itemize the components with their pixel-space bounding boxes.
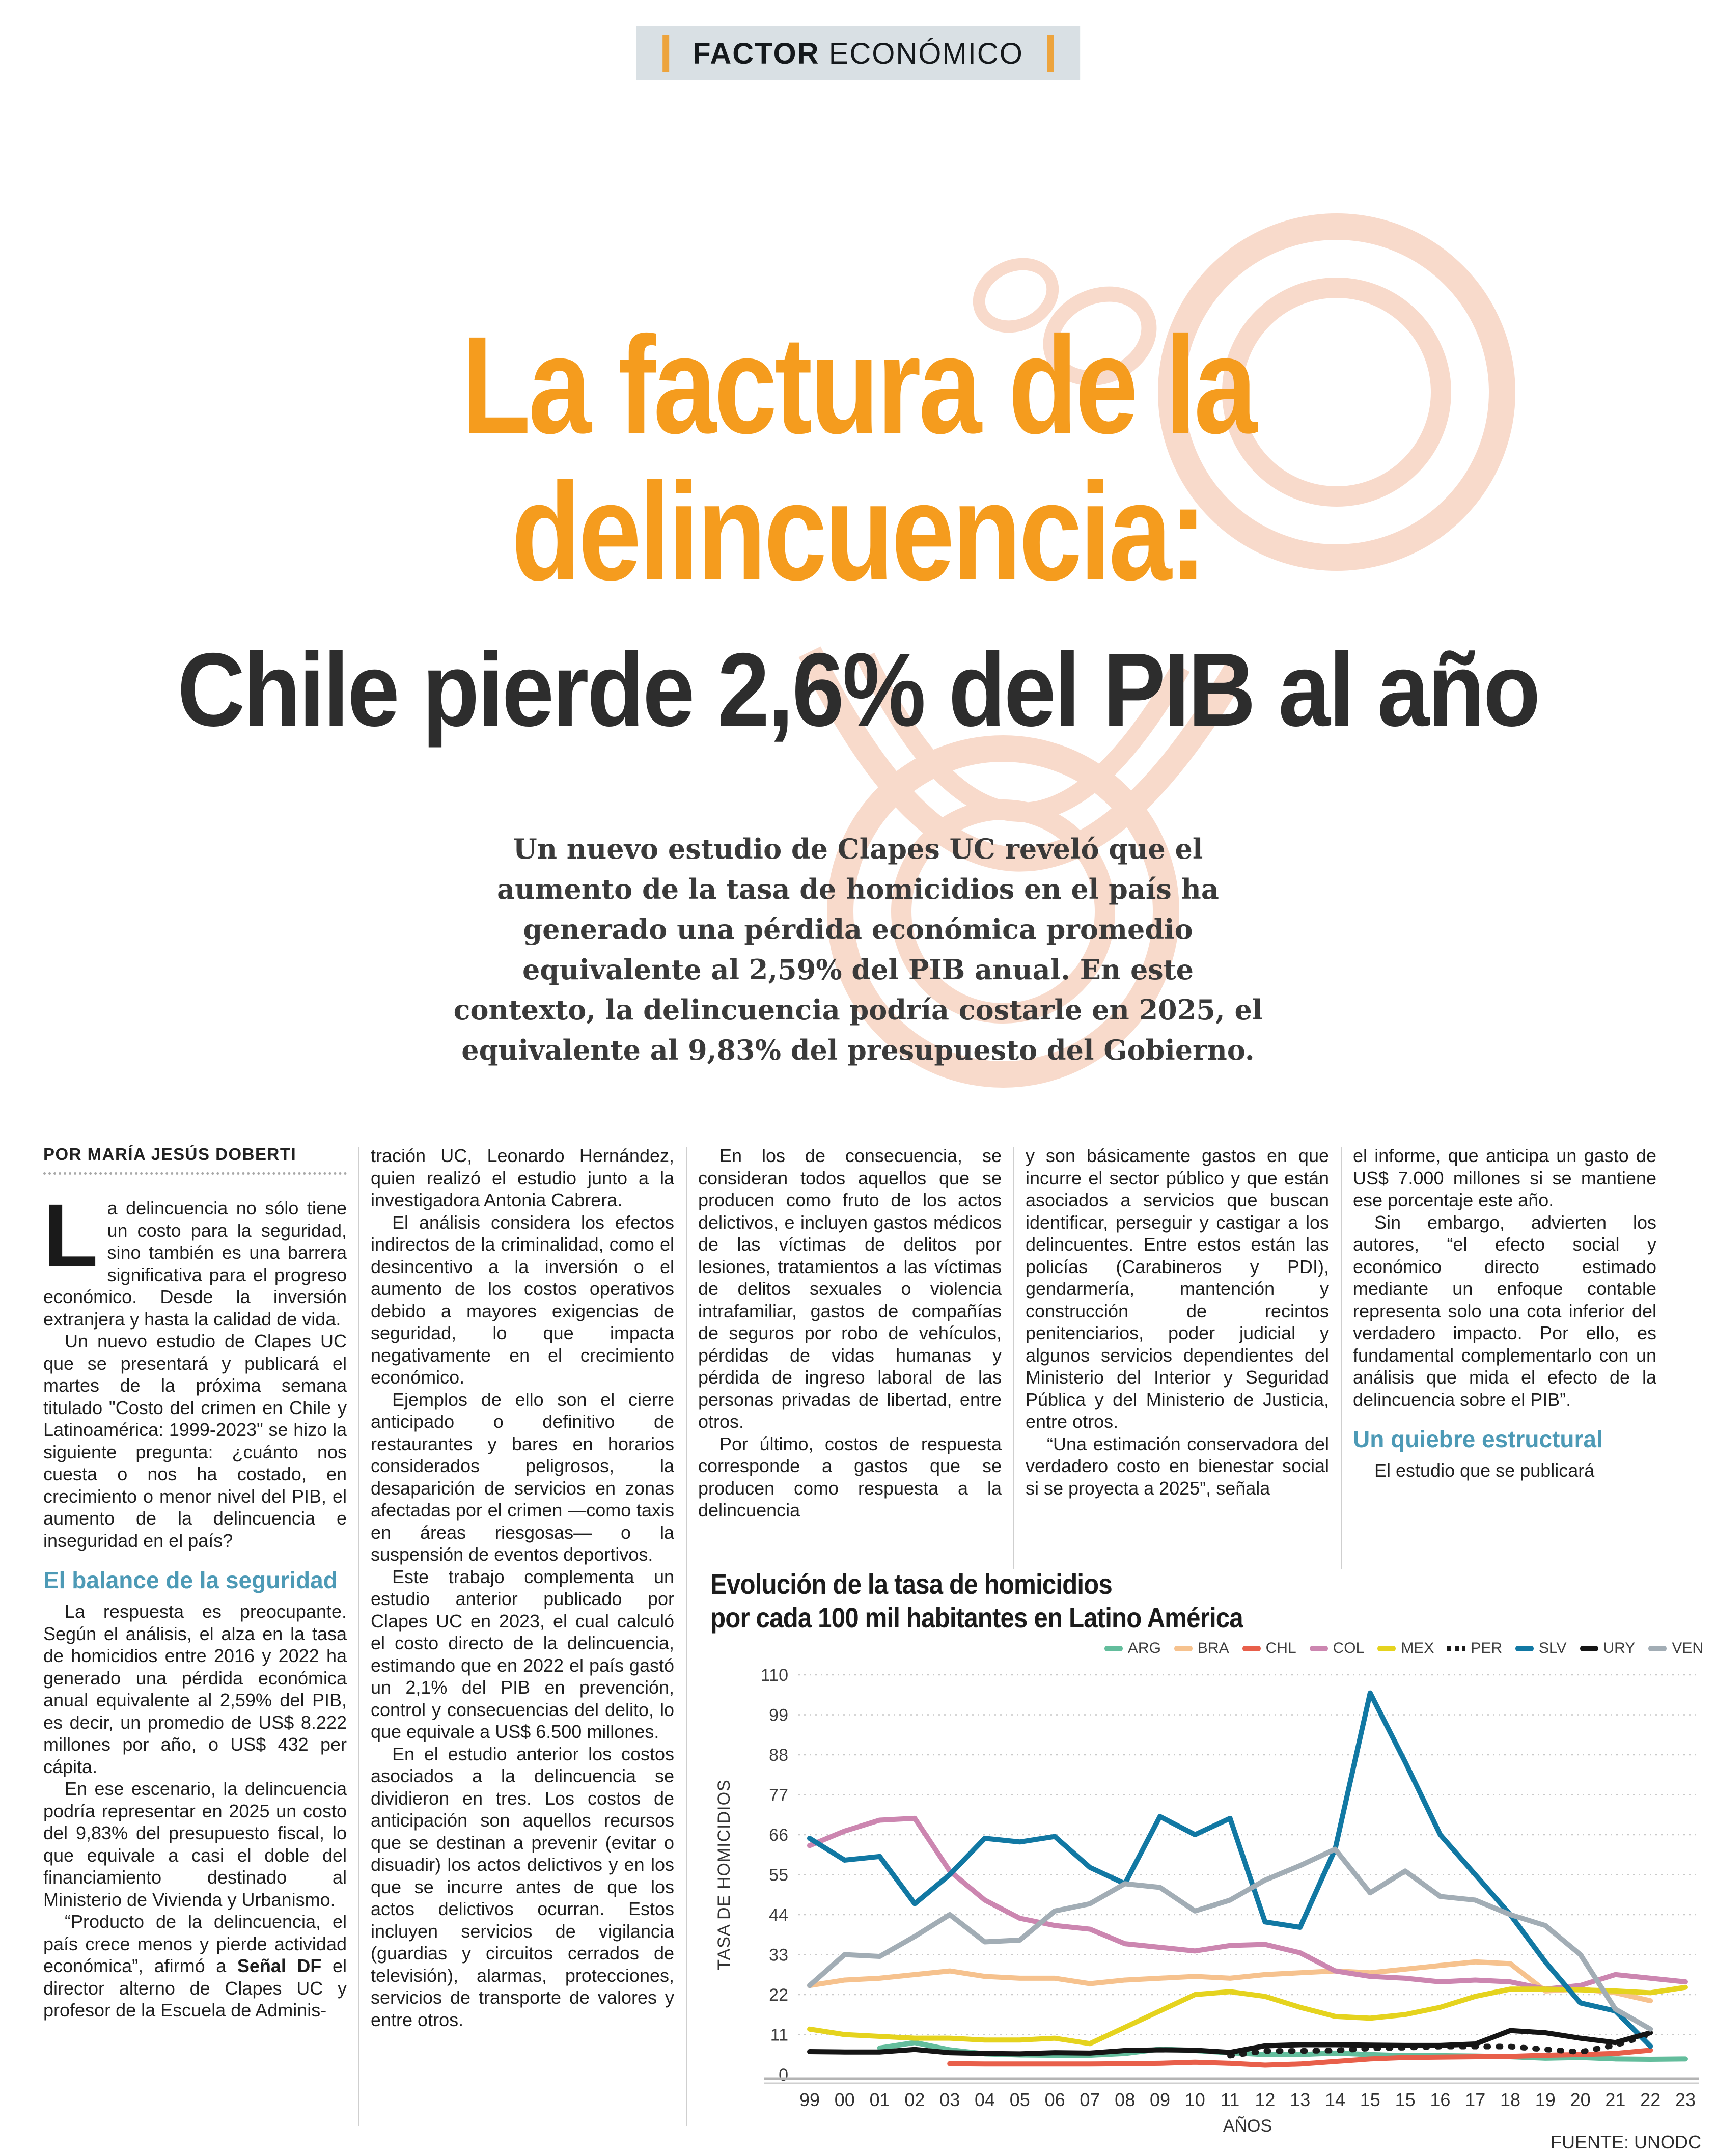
y-tick-label: 55 [769, 1865, 788, 1885]
x-tick-label: 99 [799, 2089, 820, 2110]
series-line-VEN [810, 1849, 1650, 2029]
headline-orange-line1: La factura de la [461, 308, 1255, 462]
column-1 [43, 1145, 347, 2129]
body-paragraph: Sin embargo, advierten los autores, “el efecto social y económico directo estimado mediante un enfoque contable representa solo una cota inferior del verdadero impacto. Por ello, es fundamental complementarlo con un análisis que mida el efecto de la delincuencia sobre el PIB”. [1353, 1211, 1656, 1410]
x-tick-label: 17 [1465, 2089, 1486, 2110]
legend-swatch-icon [1515, 1646, 1534, 1651]
subhead-quiebre-estructural: Un quiebre estructural [1353, 1426, 1603, 1452]
body-paragraph: En los de consecuencia, se consideran todos aquellos que se producen como fruto de los actos delictivos, e incluyen gastos médicos de las víctimas de delitos por lesiones, tratamientos a las víctimas de delitos sexuales o violencia intrafamiliar, gastos de compañías de seguros por robo de vehículos, pérdidas de vidas humanas y pérdida de ingreso laboral de las personas privadas de libertad, entre otros. [698, 1145, 1002, 1432]
legend-swatch-icon [1580, 1646, 1598, 1651]
body-paragraph: La delincuencia no sólo tiene un costo para la seguridad, sino también es una barrera significativa para el progreso económico. Desde la inversión extranjera y hasta la calidad de vida. [43, 1186, 347, 1330]
body-paragraph: El análisis considera los efectos indirectos de la criminalidad, como el desincentivo a la inversión o el aumento de los costos operativos debido a mayores exigencias de seguridad, lo que impacta negativamente en el crecimiento económico. [371, 1211, 674, 1388]
column-divider [1341, 1147, 1342, 1569]
orange-bar-right-icon [1047, 35, 1054, 72]
headline-orange-line2: delincuencia: [511, 454, 1205, 609]
x-tick-label: 00 [834, 2089, 855, 2110]
column-divider [686, 1147, 687, 2126]
x-tick-label: 06 [1044, 2089, 1065, 2110]
body-paragraph: El estudio que se publicará [1374, 1460, 1595, 1481]
body-paragraph: En el estudio anterior los costos asociados a la delincuencia se dividieron en tres. Los costos de anticipación son aquellos recursos que se destinan a prevenir (evitar o disuadir) los actos delictivos y en los que se incurre antes de que los actos delictivos ocurran. Estos incluyen servicios de vigilancia (guardias y circuitos cerrados de televisión), alarmas, protecciones, servicios de transporte de valores y entre otros. [371, 1743, 674, 2030]
x-tick-label: 14 [1324, 2089, 1346, 2110]
legend-swatch-icon [1104, 1646, 1123, 1651]
y-tick-label: 99 [769, 1705, 788, 1725]
legend-item-VEN [1648, 1640, 1703, 1657]
body-paragraph: tración UC, Leonardo Hernández, quien realizó el estudio junto a la investigadora Antonia Cabrera. [371, 1145, 674, 1210]
x-tick-label: 08 [1115, 2089, 1136, 2110]
x-tick-label: 22 [1640, 2089, 1661, 2110]
legend-swatch-icon [1242, 1646, 1261, 1651]
x-tick-label: 05 [1009, 2089, 1030, 2110]
dropcap: L [43, 1186, 98, 1286]
y-tick-label: 88 [769, 1746, 788, 1765]
x-tick-label: 02 [904, 2089, 925, 2110]
section-badge-label [693, 37, 1023, 71]
column-4 [1026, 1145, 1329, 1571]
main-headline-orange [154, 308, 1561, 609]
series-line-COL [810, 1818, 1685, 1989]
body-paragraph: y son básicamente gastos en que incurre el sector público y que están asociados a servicios que buscan identificar, perseguir y castigar a los delincuentes. Entre estos están las policías (Carabineros y PDI), gendarmería, mantención y construcción de recintos penitenciarios, poder judicial y algunos servicios dependientes del Ministerio del Interior y Seguridad Pública y del Ministerio de Justicia, entre otros. [1026, 1145, 1329, 1432]
legend-swatch-icon [1648, 1646, 1667, 1651]
x-tick-label: 23 [1675, 2089, 1696, 2110]
legend-label: VEN [1672, 1640, 1703, 1656]
legend-item-PER [1447, 1640, 1502, 1657]
legend-swatch-icon [1174, 1646, 1193, 1651]
chart-title [710, 1567, 1584, 1635]
legend-item-BRA [1174, 1640, 1229, 1657]
legend-item-MEX [1377, 1640, 1434, 1657]
body-paragraph: Ejemplos de ello son el cierre anticipado o definitivo de restaurantes y bares en horarios considerados peligrosos, la desaparición de servicios en zonas afectadas por el crimen —como taxis en áreas riesgosas— o la suspensión de eventos deportivos. [371, 1389, 674, 1565]
x-tick-label: 20 [1570, 2089, 1591, 2110]
x-tick-label: 11 [1220, 2089, 1240, 2110]
y-tick-label: 33 [769, 1945, 788, 1965]
legend-item-ARG [1104, 1640, 1161, 1657]
body-paragraph: el informe, que anticipa un gasto de US$ 7.000 millones si se mantiene ese porcentaje este año. [1353, 1145, 1656, 1210]
x-tick-label: 12 [1255, 2089, 1276, 2110]
section-badge-bold: FACTOR [693, 37, 820, 70]
subhead-balance-seguridad: El balance de la seguridad [43, 1567, 338, 1593]
legend-label: MEX [1401, 1640, 1434, 1656]
column-3 [698, 1145, 1002, 1571]
body-paragraph: Este trabajo complementa un estudio anterior publicado por Clapes UC en 2023, el cual calculó el costo directo de la delincuencia, estimando que en 2022 el país gastó un 2,1% del PIB en prevención, control y consecuencias del delito, lo que equivale a US$ 6.500 millones. [371, 1566, 674, 1742]
homicide-rate-chart [710, 1567, 1703, 2156]
section-badge-regular: ECONÓMICO [828, 37, 1023, 70]
chart-plot [710, 1666, 1703, 2136]
chart-legend [1104, 1640, 1703, 1657]
legend-label: ARG [1127, 1640, 1161, 1656]
x-tick-label: 15 [1395, 2089, 1416, 2110]
x-tick-label: 15 [1360, 2089, 1380, 2110]
body-paragraph: En ese escenario, la delincuencia podría representar en 2025 un costo del 9,83% del presupuesto fiscal, lo que equivale a casi el doble del financiamiento destinado al Ministerio de Vivienda y Urbanismo. [43, 1778, 347, 1910]
x-tick-label: 07 [1080, 2089, 1100, 2110]
column-2 [371, 1145, 674, 2129]
y-tick-label: 11 [770, 2025, 788, 2045]
legend-swatch-icon [1310, 1646, 1328, 1651]
x-tick-label: 21 [1605, 2089, 1626, 2110]
column-divider [1013, 1147, 1014, 1569]
orange-bar-left-icon [662, 35, 669, 72]
chart-title-line2: por cada 100 mil habitantes en Latino América [710, 1601, 1243, 1634]
y-tick-label: 22 [769, 1985, 788, 2005]
x-tick-label: 19 [1535, 2089, 1556, 2110]
y-tick-label: 110 [760, 1666, 788, 1685]
y-tick-label: 0 [779, 2065, 788, 2085]
legend-item-COL [1310, 1640, 1365, 1657]
x-tick-label: 16 [1430, 2089, 1451, 2110]
x-tick-label: 10 [1184, 2089, 1205, 2110]
body-paragraph: “Una estimación conservadora del verdadero costo en bienestar social si se proyecta a 2025”, señala [1026, 1433, 1329, 1499]
legend-label: URY [1603, 1640, 1636, 1656]
main-headline-black: Chile pierde 2,6% del PIB al año [177, 631, 1539, 748]
legend-swatch-icon [1377, 1646, 1396, 1651]
x-tick-label: 18 [1500, 2089, 1521, 2110]
y-tick-label: 77 [769, 1785, 788, 1805]
column-5 [1353, 1145, 1656, 1571]
legend-item-CHL [1242, 1640, 1296, 1657]
x-tick-label: 03 [939, 2089, 960, 2110]
chart-title-line1: Evolución de la tasa de homicidios [710, 1568, 1112, 1600]
y-axis-title: TASA DE HOMICIDIOS [714, 1779, 734, 1970]
body-paragraph: “Producto de la delincuencia, el país crece menos y pierde actividad económica”, afirmó a Señal DF el director alterno de Clapes UC y profesor de la Escuela de Adminis- [43, 1911, 347, 2021]
legend-label: COL [1333, 1640, 1365, 1656]
legend-label: SLV [1539, 1640, 1567, 1656]
body-paragraph: La respuesta es preocupante. Según el análisis, el alza en la tasa de homicidios entre 2016 y 2022 ha generado una pérdida económica anual equivalente al 2,59% del PIB, es decir, un promedio de US$ 8.222 millones por año, o US$ 432 per cápita. [43, 1601, 347, 1777]
legend-swatch-icon [1447, 1646, 1465, 1651]
x-axis-title: AÑOS [1223, 2116, 1272, 2136]
senal-df-bold: Señal DF [237, 1955, 322, 1976]
x-tick-label: 01 [869, 2089, 890, 2110]
x-tick-label: 13 [1290, 2089, 1311, 2110]
body-paragraph: Por último, costos de respuesta corresponde a gastos que se producen como respuesta a la delincuencia [698, 1433, 1002, 1521]
article-deck: Un nuevo estudio de Clapes UC reveló que el aumento de la tasa de homicidios en el país ha generado una pérdida económica promedio equivalente al 2,59% del PIB anual. En este contexto, la delincuencia podría costarle en 2025, el equivalente al 9,83% del presupuesto del Gobierno. [453, 833, 1263, 1066]
byline: POR MARÍA JESÚS DOBERTI [43, 1145, 347, 1175]
legend-item-URY [1580, 1640, 1636, 1657]
legend-label: PER [1471, 1640, 1503, 1656]
legend-label: CHL [1265, 1640, 1296, 1656]
x-tick-label: 09 [1149, 2089, 1171, 2110]
legend-label: BRA [1197, 1640, 1229, 1656]
y-tick-label: 66 [769, 1826, 788, 1845]
chart-source: FUENTE: UNODC [1551, 2132, 1701, 2152]
x-tick-label: 04 [974, 2089, 995, 2110]
body-paragraph: Un nuevo estudio de Clapes UC que se presentará y publicará el martes de la próxima semana titulado "Costo del crimen en Chile y Latinoamérica: 1999-2023" se hizo la siguiente pregunta: ¿cuánto nos cuesta o nos ha costado, en crecimiento o menor nivel del PIB, el aumento de la delincuencia e inseguridad en el país? [43, 1331, 347, 1551]
y-tick-label: 44 [769, 1905, 788, 1925]
legend-item-SLV [1515, 1640, 1566, 1657]
section-badge [636, 26, 1080, 80]
column-divider [358, 1147, 359, 2126]
